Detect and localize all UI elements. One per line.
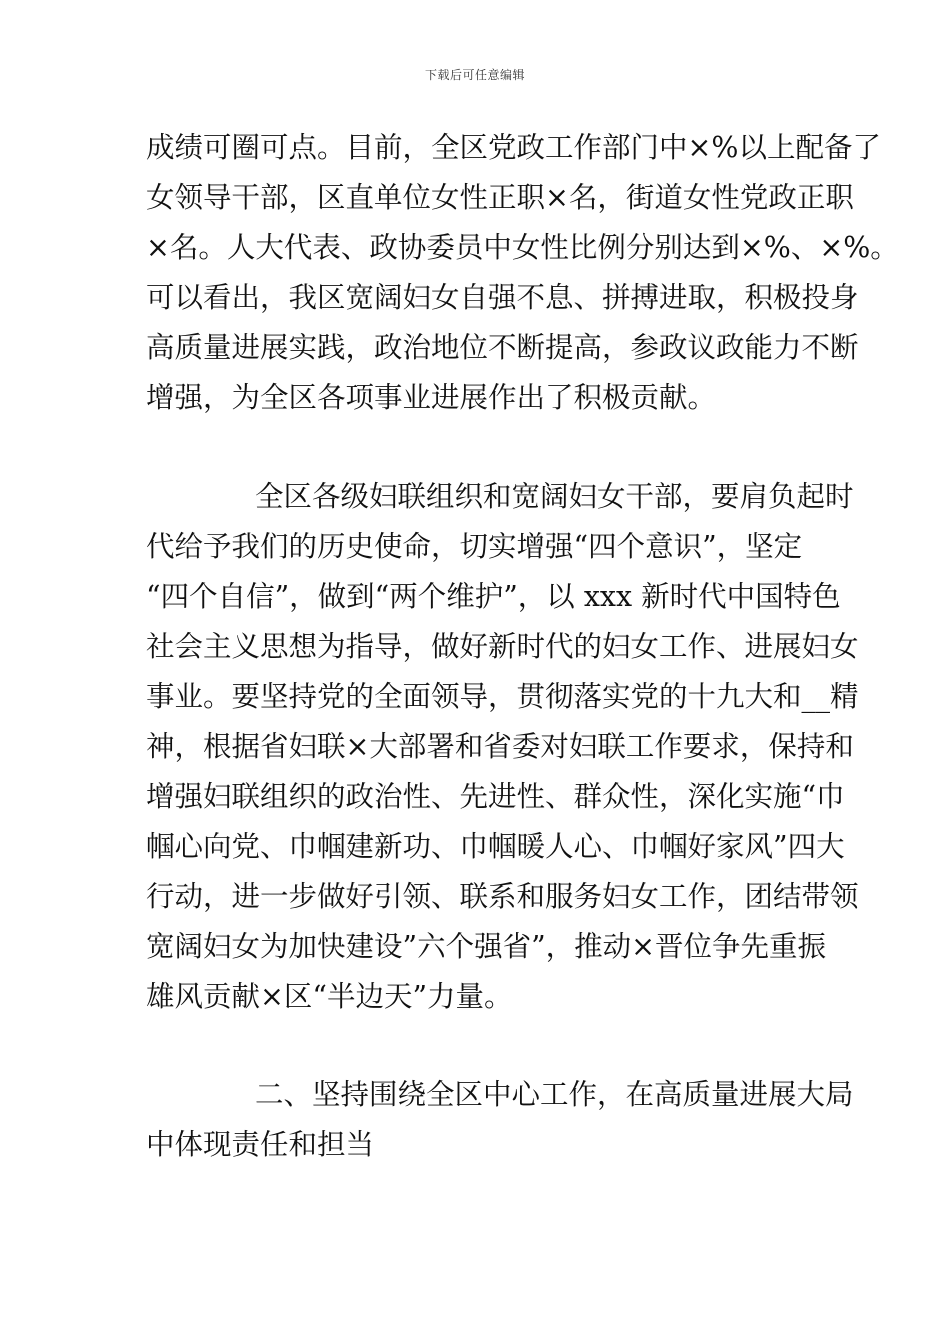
text-line: 社会主义思想为指导，做好新时代的妇女工作、进展妇女 [146,630,859,663]
heading-line-first: 二、坚持围绕全区中心工作，在高质量进展大局 [255,1078,854,1111]
heading-line: 中体现责任和担当 [146,1128,375,1161]
text-line: 帼心向党、巾帼建新功、巾帼暖人心、巾帼好家风”四大 [146,830,845,863]
text-line-first: 全区各级妇联组织和宽阔妇女干部，要肩负起时 [255,480,854,513]
text-line: 高质量进展实践，政治地位不断提高，参政议政能力不断 [146,331,859,364]
page-header: 下载后可任意编辑 [424,68,525,82]
text-line: 行动，进一步做好引领、联系和服务妇女工作，团结带领 [146,880,859,913]
paragraph-womens-federation [146,472,859,1022]
text-line: 可以看出，我区宽阔妇女自强不息、拼搏进取，积极投身 [146,281,859,314]
section-heading-two [146,1070,854,1170]
text-line: 女领导干部，区直单位女性正职×名，街道女性党政正职 [146,181,854,214]
text-line: 增强，为全区各项事业进展作出了积极贡献。 [146,381,717,414]
text-line: 雄风贡献×区“半边天”力量。 [146,980,513,1013]
text-line: 成绩可圈可点。目前，全区党政工作部门中×%以上配备了 [146,131,881,164]
text-line: ×名。人大代表、政协委员中女性比例分别达到×%、×%。 [146,231,899,264]
paragraph-continuation [146,123,899,423]
text-line: 宽阔妇女为加快建设”六个强省”，推动×晋位争先重振 [146,930,827,963]
text-line: 代给予我们的历史使命，切实增强“四个意识”，坚定 [146,530,803,563]
text-line: 增强妇联组织的政治性、先进性、群众性，深化实施“巾 [146,780,845,813]
text-line: “四个自信”，做到“两个维护”，以 xxx 新时代中国特色 [146,580,841,613]
text-line: 神，根据省妇联×大部署和省委对妇联工作要求，保持和 [146,730,854,763]
text-line: 事业。要坚持党的全面领导，贯彻落实党的十九大和__精 [146,680,859,713]
